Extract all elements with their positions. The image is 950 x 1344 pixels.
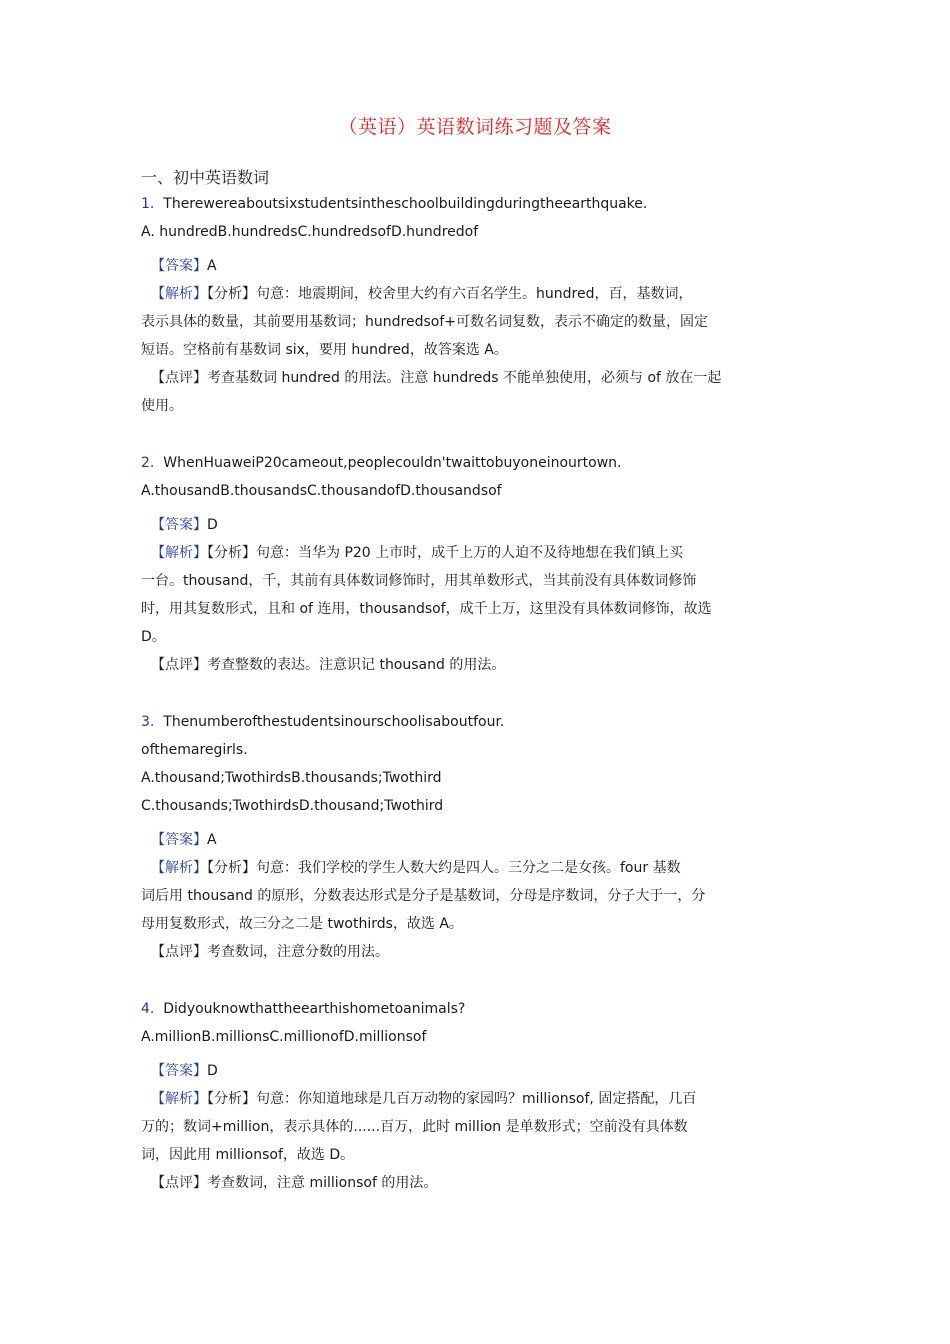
fenxi-label: 【分析】 [207,286,256,302]
comment-label: 【点评】 [151,944,207,960]
analysis-label: 【解析】 [151,860,207,876]
comment-label: 【点评】 [151,657,207,673]
question-block [141,190,811,420]
question-block [141,708,811,966]
spacer [141,679,811,708]
question-block [141,995,811,1197]
analysis-line [141,1113,811,1141]
comment-text: 考查数词，注意 millionsof 的用法。 [207,1175,438,1191]
answer-label: 【答案】 [151,832,207,848]
answer-label: 【答案】 [151,517,207,533]
analysis-text: 母用复数形式，故三分之二是 twothirds，故选 A。 [141,916,463,932]
analysis-text: 时，用其复数形式，且和 of 连用，thousandsof，成千上万，这里没有具体数词修饰，故选 [141,601,712,617]
question-text: Thenumberofthestudentsinourschoolisaboutfour. [163,714,505,730]
comment-label: 【点评】 [151,370,207,386]
comment-text: 使用。 [141,398,183,414]
question-number: 4. [141,1001,155,1017]
analysis-line [141,882,811,910]
analysis-text: D。 [141,629,166,645]
answer-value: A [207,258,217,274]
analysis-line [141,308,811,336]
comment-text: 考查数词，注意分数的用法。 [207,944,389,960]
analysis-line [141,567,811,595]
fenxi-label: 【分析】 [207,1091,256,1107]
question-text: Didyouknowthattheearthishometoanimals? [163,1001,466,1017]
analysis-line [141,854,811,882]
comment-label: 【点评】 [151,1175,207,1191]
comment-line [141,392,811,420]
analysis-label: 【解析】 [151,1091,207,1107]
analysis-line [141,910,811,938]
question-number: 3. [141,714,155,730]
answer-value: D [207,517,218,533]
question-stem [141,449,811,477]
answer-line [141,252,811,280]
question-options: A. hundredB.hundredsC.hundredsofD.hundredof [141,224,479,240]
analysis-text: 万的；数词+million，表示具体的......百万，此时 million 是单数形式；空前没有具体数 [141,1119,688,1135]
question-block [141,449,811,679]
answer-line [141,1057,811,1085]
analysis-line [141,623,811,651]
question-options: A.millionB.millionsC.millionofD.millionsof [141,1029,427,1045]
analysis-text: 词后用 thousand 的原形，分数表达形式是分子是基数词，分母是序数词，分子大于一，分 [141,888,706,904]
comment-text: 考查整数的表达。注意识记 thousand 的用法。 [207,657,506,673]
fenxi-label: 【分析】 [207,545,256,561]
analysis-line [141,280,811,308]
analysis-line [141,1141,811,1169]
answer-label: 【答案】 [151,1063,207,1079]
comment-line [141,651,811,679]
analysis-label: 【解析】 [151,545,207,561]
analysis-line [141,1085,811,1113]
analysis-text: 一台。thousand，千，其前有具体数词修饰时，用其单数形式，当其前没有具体数词修饰 [141,573,697,589]
analysis-label: 【解析】 [151,286,207,302]
section-heading: 一、初中英语数词 [141,168,270,187]
comment-line [141,364,811,392]
analysis-text: 短语。空格前有基数词 six，要用 hundred，故答案选 A。 [141,342,508,358]
comment-line [141,938,811,966]
question-options: A.thousand;TwothirdsB.thousands;Twothird [141,770,442,786]
question-text: Therewereaboutsixstudentsintheschoolbuildingduringtheearthquake. [163,196,648,212]
analysis-text: 词，因此用 millionsof，故选 D。 [141,1147,355,1163]
comment-text: 考查基数词 hundred 的用法。注意 hundreds 不能单独使用，必须与 of 放在一起 [207,370,722,386]
question-number: 1. [141,196,155,212]
analysis-text: 句意：你知道地球是几百万动物的家园吗？millionsof, 固定搭配，几百 [256,1091,697,1107]
answer-label: 【答案】 [151,258,207,274]
spacer [141,420,811,449]
spacer [141,966,811,995]
question-options: C.thousands;TwothirdsD.thousand;Twothird [141,798,444,814]
question-stem [141,995,811,1023]
analysis-line [141,539,811,567]
analysis-text: 句意：我们学校的学生人数大约是四人。三分之二是女孩。four 基数 [256,860,681,876]
analysis-text: 句意：地震期间，校舍里大约有六百名学生。hundred，百，基数词， [256,286,693,302]
document-title: （英语）英语数词练习题及答案 [338,116,612,138]
analysis-text: 表示具体的数量，其前要用基数词；hundredsof+可数名词复数，表示不确定的数量，固定 [141,314,708,330]
answer-line [141,511,811,539]
answer-value: A [207,832,217,848]
fenxi-label: 【分析】 [207,860,256,876]
analysis-text: 句意：当华为 P20 上市时，成千上万的人迫不及待地想在我们镇上买 [256,545,684,561]
question-stem [141,190,811,218]
question-options: ofthemaregirls. [141,742,248,758]
question-options: A.thousandB.thousandsC.thousandofD.thousandsof [141,483,502,499]
question-stem [141,708,811,736]
analysis-line [141,595,811,623]
answer-line [141,826,811,854]
question-number: 2. [141,455,155,471]
answer-value: D [207,1063,218,1079]
question-list [141,190,811,1197]
analysis-line [141,336,811,364]
comment-line [141,1169,811,1197]
question-text: WhenHuaweiP20cameout,peoplecouldn'twaittobuyoneinourtown. [163,455,622,471]
